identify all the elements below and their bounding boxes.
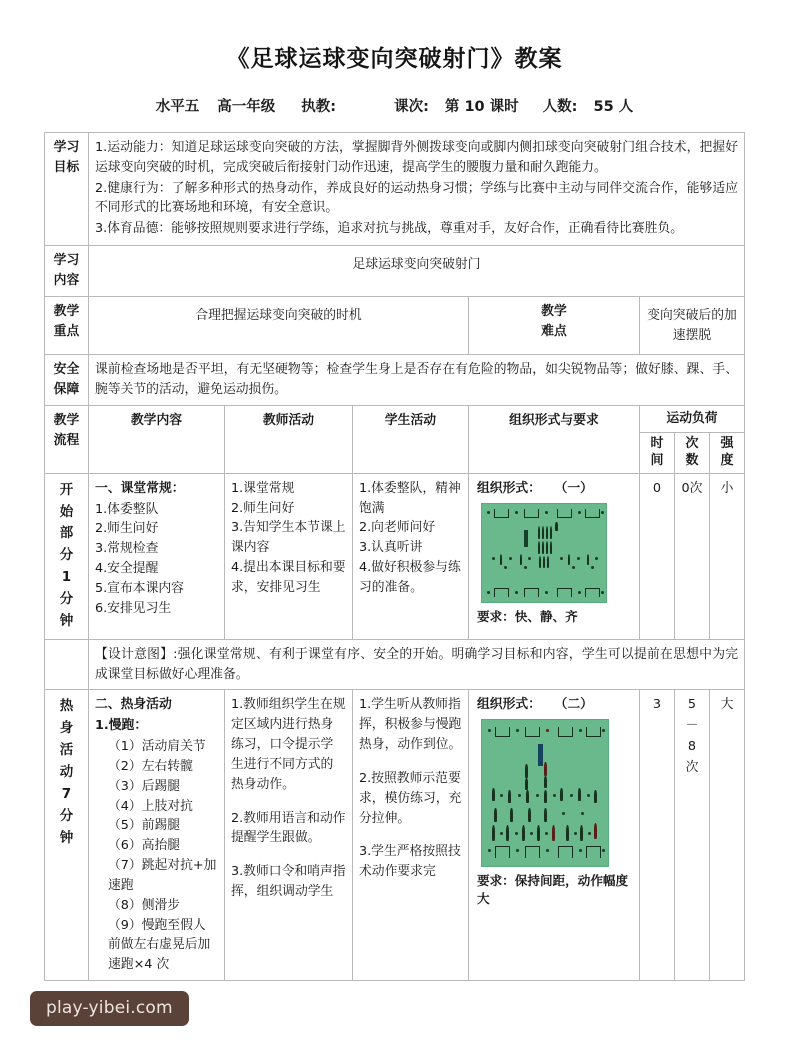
flow-char: 动 [59,763,74,780]
content-cell-opening [88,473,224,639]
meta-count-value: 55 人 [593,99,634,115]
teacher-cell-warmup [224,690,352,981]
student-item: 4.做好积极参与练习的准备。 [358,560,461,595]
flow-char: 7 [61,785,72,802]
content-item: （5）前踢腿 [107,818,181,834]
load-times-warmup [674,690,709,981]
keypoint-value: 合理把握运球变向突破的时机 [88,296,468,355]
site-watermark: play-yibei.com [30,991,189,1026]
student-item: 2.按照教师示范要求，模仿练习，充分拉伸。 [358,770,462,826]
organization-title-text: 组织形式： [476,480,541,496]
content-item: （1）活动肩关节 [107,739,206,755]
student-cell-warmup [352,690,468,981]
content-item: 5.宣布本课内容 [94,580,184,596]
organization-number: （二） [560,697,593,713]
header-load-time-l2: 间 [650,452,664,468]
load-times-char: － [685,718,699,734]
section-row-warmup [44,690,744,981]
safety-value: 课前检查场地是否平坦，有无坚硬物等；检查学生身上是否存在有危险的物品，如尖锐物品等；做好膝、踝、手、腕等关节的活动，避免运动损伤。 [88,355,744,406]
meta-lesson-value: 第 10 课时 [444,99,519,115]
flow-vertical-text-opening [47,480,86,633]
section-row-opening [44,473,744,639]
student-cell-opening [352,473,468,639]
label-objectives-l1: 学习 [53,140,80,155]
objective-item: 2.健康行为：了解多种形式的热身动作，养成良好的运动热身习惯；学练与比赛中主动与同伴交流合作，能够适应不同形式的比赛场地和环境，有安全意识。 [94,180,739,216]
flow-char: 开 [59,481,74,498]
header-teacher: 教师活动 [224,406,352,474]
header-load-time [639,432,674,473]
organization-title-text: 组织形式： [476,697,541,713]
header-load-times [674,432,709,473]
teacher-item: 2.教师用语言和动作提醒学生跟做。 [230,810,346,846]
meta-count-label: 人数: [542,99,578,115]
content-item: 1.体委整队 [94,501,159,517]
header-load-intensity-l2: 度 [720,452,734,468]
flow-char: 热 [59,698,74,715]
field-diagram-one [481,503,607,603]
organization-title-warmup [475,695,633,715]
flow-char: 分 [59,591,74,608]
row-content [44,246,744,297]
student-item: 3.学生严格按照技术动作要求完 [358,844,461,880]
header-student: 学生活动 [352,406,468,474]
page-title: 《足球运球变向突破射门》教案 [226,46,563,72]
load-times-char: 8 [687,738,697,754]
header-flow-l1: 教学 [53,413,80,429]
label-keypoint-l2: 重点 [53,323,80,339]
flow-char: 始 [59,503,74,520]
teacher-item: 2.师生问好 [230,500,295,516]
label-safety-l1: 安全 [53,362,80,378]
meta-level: 水平五 [155,99,200,115]
flow-label-opening [44,473,88,639]
content-subheading: 1.慢跑： [94,718,148,734]
meta-lesson-label: 课次: [394,99,429,115]
content-value: 足球运球变向突破射门 [88,246,744,297]
label-safety-l2: 保障 [53,382,80,398]
label-objectives-l2: 目标 [53,159,80,175]
label-difficulty-l1: 教学 [541,303,567,319]
load-time-warmup: 3 [639,690,674,981]
flow-char: 钟 [59,829,74,846]
organization-title-opening [475,479,633,499]
flow-char: 活 [59,742,74,759]
load-times-char: 5 [687,697,697,713]
label-content [44,246,88,297]
label-difficulty [468,296,639,355]
header-flow [44,406,88,474]
flow-char: 分 [59,807,74,824]
header-organization: 组织形式与要求 [468,406,639,474]
flow-label-warmup [44,690,88,981]
load-time-opening: 0 [639,473,674,639]
teacher-item: 3.告知学生本节课上课内容 [230,520,346,556]
meta-grade: 高一年级 [217,99,276,115]
teacher-item: 1.课堂常规 [230,480,295,496]
label-content-l2: 内容 [53,272,80,288]
row-design-note [44,639,744,690]
row-safety [44,355,744,406]
header-content: 教学内容 [88,406,224,474]
teacher-item: 4.提出本课目标和要求，安排见习生 [230,560,346,595]
student-item: 3.认真听讲 [358,540,423,556]
teacher-item: 3.教师口令和哨声指挥，组织调动学生 [230,864,346,900]
objectives-cell [88,133,744,246]
flow-char: 身 [59,720,74,737]
content-item: （8）侧滑步 [107,897,181,913]
student-item: 1.学生听从教师指挥，积极参与慢跑热身，动作到位。 [358,697,462,753]
label-keypoint [44,296,88,355]
organization-requirement-warmup: 要求：保持间距，动作幅度大 [476,873,629,907]
objective-item: 3.体育品德：能够按照规则要求进行学练，追求对抗与挑战，尊重对手，友好合作，正确看待比赛胜负。 [94,221,684,237]
label-objectives [44,133,88,246]
header-load-times-l1: 次 [685,435,699,451]
organization-number: （一） [560,480,593,496]
label-keypoint-l1: 教学 [53,303,80,319]
content-item: （6）高抬腿 [107,838,181,854]
row-objectives [44,133,744,246]
design-note-spacer [44,639,88,690]
flow-char: 钟 [59,612,74,629]
content-item: （9）慢跑至假人前做左右虚晃后加速跑×4 次 [107,917,211,973]
content-cell-warmup [88,690,224,981]
flow-char: 部 [59,525,74,542]
header-load-times-l2: 数 [685,452,699,468]
load-times-opening: 0次 [674,473,709,639]
content-heading: 一、课堂常规： [94,480,185,496]
header-load-time-l1: 时 [650,435,664,451]
field-diagram-two [481,719,609,867]
flow-vertical-text-warmup [47,696,86,849]
content-item: 4.安全提醒 [94,561,159,577]
row-table-header [44,406,744,433]
header-load-group: 运动负荷 [639,406,744,433]
content-item: （2）左右转髋 [107,758,193,774]
student-item: 2.向老师问好 [358,520,436,536]
content-item: 6.安排见习生 [94,600,172,616]
content-item: （7）跳起对抗+加速跑 [107,858,217,893]
meta-teacher-label: 执教: [301,99,337,115]
organization-cell-warmup [468,690,639,981]
design-note-opening: 【设计意图】:强化课堂常规、有利于课堂有序、安全的开始。明确学习目标和内容，学生可以提前在思想中为完成课堂目标做好心理准备。 [88,639,744,690]
content-heading: 二、热身活动 [94,697,172,713]
label-difficulty-l2: 难点 [541,323,567,339]
organization-requirement-opening: 要求：快、静、齐 [476,608,578,624]
content-item: 3.常规检查 [94,541,159,557]
content-item: 2.师生问好 [94,521,159,537]
load-intensity-opening: 小 [709,473,744,639]
label-content-l1: 学习 [53,253,80,269]
document-meta [0,73,789,132]
objective-item: 1.运动能力：知道足球运球变向突破的方法，掌握脚背外侧拨球变向或脚内侧扣球变向突破射门组合技术，把握好运球变向突破的时机，完成突破后衔接射门动作迅速，提高学生的腰腹力量和耐久跑能力。 [94,140,739,175]
label-safety [44,355,88,406]
content-item: （3）后踢腿 [107,778,181,794]
teacher-cell-opening [224,473,352,639]
student-item: 1.体委整队，精神饱满 [358,480,461,516]
difficulty-value: 变向突破后的加速摆脱 [639,296,744,355]
load-intensity-warmup: 大 [709,690,744,981]
row-keypoint [44,296,744,355]
flow-char: 1 [61,569,72,586]
header-load-intensity [709,432,744,473]
organization-cell-opening [468,473,639,639]
content-item: （4）上肢对抗 [107,798,193,814]
header-load-intensity-l1: 强 [720,435,734,451]
header-flow-l2: 流程 [53,432,80,448]
flow-char: 分 [59,547,74,564]
teacher-item: 1.教师组织学生在规定区域内进行热身练习，口令提示学生进行不同方式的热身动作。 [230,697,346,792]
load-times-char: 次 [685,759,699,775]
lesson-plan-table [44,132,745,981]
